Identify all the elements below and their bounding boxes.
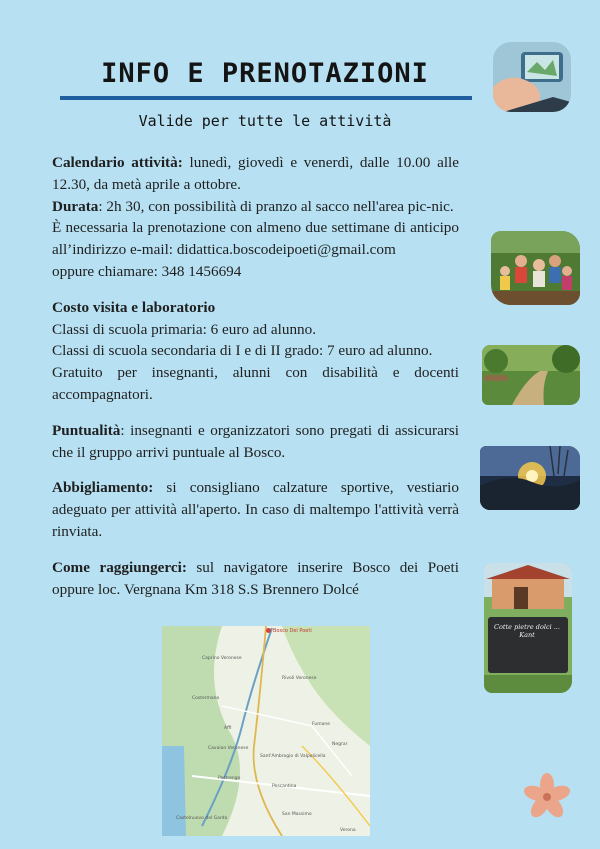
map-label: Sant'Ambrogio di Valpolicella bbox=[260, 754, 326, 759]
map-label: Negrar bbox=[332, 742, 348, 747]
map-pin[interactable]: Bosco Dei Poeti bbox=[266, 628, 312, 634]
chalkboard-photo bbox=[484, 563, 572, 693]
page-subtitle: Valide per tutte le attività bbox=[138, 112, 392, 130]
puntualita-text: : insegnanti e organizzatori sono pregati di assicurarsi che il gruppo arrivi puntuale al Bosco. bbox=[52, 421, 459, 461]
costo-gratuito: Gratuito per insegnanti, alunni con disabilità e docenti accompagnatori. bbox=[52, 364, 459, 403]
chalkboard-text: Cotte pietre dolci ... Kant bbox=[494, 623, 560, 639]
calendario-label: Calendario attività: bbox=[52, 154, 183, 171]
map-label: Verona bbox=[340, 828, 356, 833]
info-content bbox=[52, 152, 459, 600]
map-label: Castelnuovo del Garda bbox=[176, 816, 228, 821]
durata-label: Durata bbox=[52, 197, 99, 215]
phone-photo bbox=[493, 42, 571, 112]
page-title: INFO E PRENOTAZIONI bbox=[101, 58, 429, 89]
raggiungerci-paragraph bbox=[52, 557, 459, 601]
location-map[interactable] bbox=[162, 626, 370, 836]
puntualita-label: Puntualità bbox=[52, 421, 121, 439]
costo-primaria: Classi di scuola primaria: 6 euro ad alunno. bbox=[52, 320, 317, 338]
flower-decoration bbox=[524, 773, 570, 821]
phone-paragraph: oppure chiamare: 348 1456694 bbox=[52, 262, 242, 280]
puntualita-paragraph bbox=[52, 420, 459, 464]
costo-heading: Costo visita e laboratorio bbox=[52, 298, 216, 316]
durata-text: : 2h 30, con possibilità di pranzo al sacco nell'area pic-nic. bbox=[98, 197, 454, 215]
sunset-photo bbox=[480, 446, 580, 510]
forest-path-photo bbox=[482, 345, 580, 405]
calendario-paragraph bbox=[52, 152, 459, 196]
raggiungerci-label: Come raggiungerci: bbox=[52, 558, 187, 576]
map-label: Cavaion Veronese bbox=[208, 746, 249, 751]
costo-secondaria: Classi di scuola secondaria di I e di II grado: 7 euro ad alunno. bbox=[52, 342, 433, 360]
abbigliamento-text: si consigliano calzature sportive, vestiario adeguato per attività all'aperto. In caso di maltempo l'attività verrà rinviata. bbox=[52, 479, 459, 540]
abbigliamento-paragraph bbox=[52, 477, 459, 542]
map-label: Costermano bbox=[192, 696, 220, 701]
abbigliamento-label: Abbigliamento: bbox=[52, 479, 154, 497]
children-photo bbox=[491, 231, 580, 305]
title-underline bbox=[60, 96, 472, 100]
prenotazione-paragraph: È necessaria la prenotazione con almeno due settimane di anticipo all’indirizzo e-mail: didattica.boscodeipoeti@gmail.com bbox=[52, 219, 459, 259]
durata-paragraph bbox=[52, 196, 459, 218]
map-label: Pescantina bbox=[272, 784, 297, 789]
map-label: Pastrengo bbox=[218, 776, 241, 781]
raggiungerci-text: sul navigatore inserire Bosco dei Poeti oppure loc. Vergnana Km 318 S.S Brennero Dolcé bbox=[52, 558, 459, 598]
calendario-text: lunedì, giovedì e venerdì, dalle 10.00 alle 12.30, da metà aprile a ottobre. bbox=[52, 154, 460, 193]
map-label: San Massimo bbox=[282, 812, 312, 817]
map-graphic bbox=[162, 626, 370, 836]
map-label: Caprino Veronese bbox=[202, 656, 242, 661]
map-label: Fumane bbox=[312, 722, 330, 727]
map-label: Rivoli Veronese bbox=[282, 676, 317, 681]
map-label: Affi bbox=[224, 726, 232, 731]
